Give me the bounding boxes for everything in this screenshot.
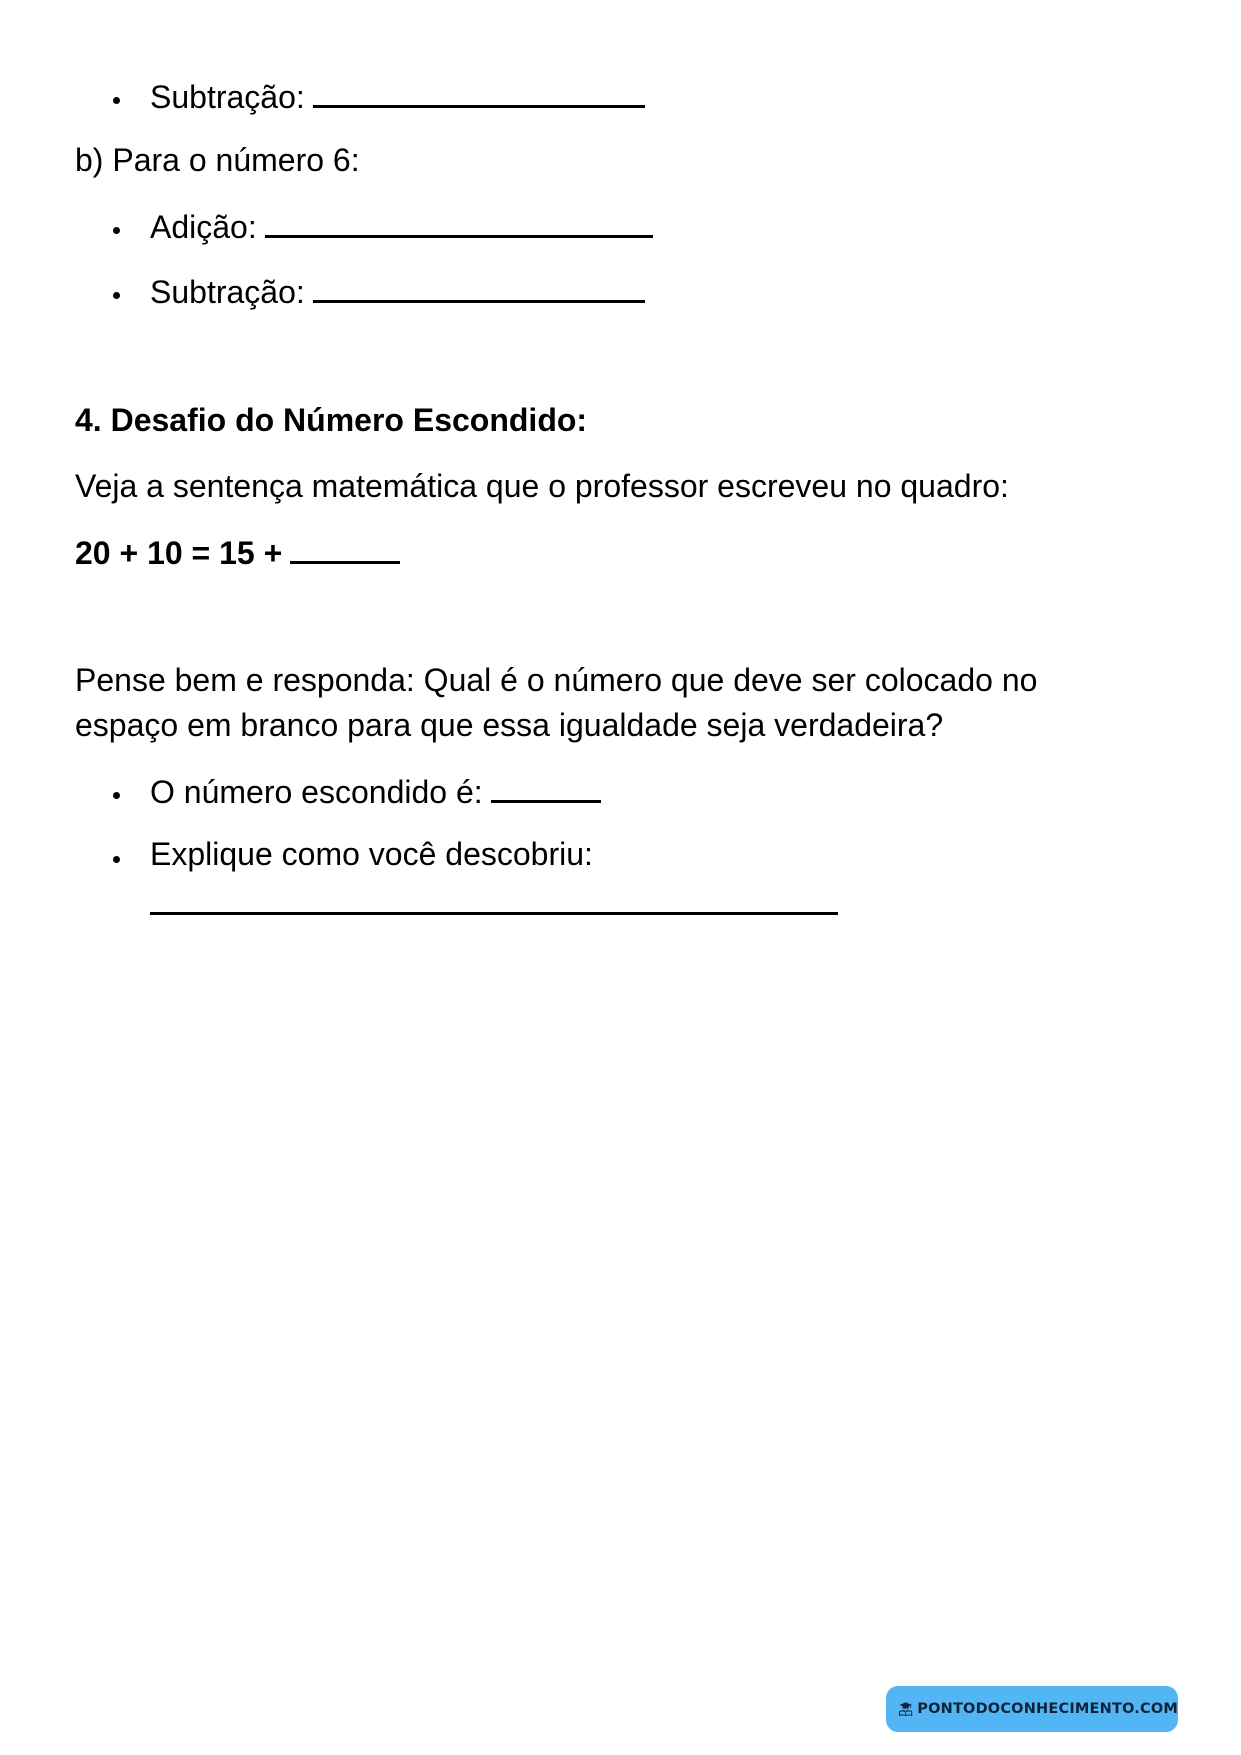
answer-blank[interactable] — [313, 270, 645, 303]
list-item-explique — [150, 834, 593, 874]
prompt-line-1: Pense bem e responda: Qual é o número que deve ser colocado no — [75, 662, 1038, 698]
answer-blank-long[interactable] — [150, 912, 838, 915]
list-item-adicao-b — [150, 205, 653, 247]
answer-blank[interactable] — [491, 770, 601, 803]
item-label: Subtração: — [150, 274, 305, 310]
graduation-book-icon — [898, 1694, 913, 1724]
item-label: Explique como você descobriu: — [150, 836, 593, 872]
question-4-intro: Veja a sentença matemática que o professor escreveu no quadro: — [75, 468, 1009, 504]
bullet-icon — [113, 856, 120, 863]
question-4-heading: 4. Desafio do Número Escondido: — [75, 402, 588, 438]
item-label: Adição: — [150, 209, 257, 245]
item-label: Subtração: — [150, 79, 305, 115]
list-item-subtracao-b — [150, 270, 645, 312]
prompt-line-2: espaço em branco para que essa igualdade seja verdadeira? — [75, 707, 944, 743]
bullet-icon — [113, 97, 120, 104]
equation-line — [75, 531, 400, 573]
bullet-icon — [113, 792, 120, 799]
section-b-title: b) Para o número 6: — [75, 142, 360, 178]
answer-blank[interactable] — [290, 531, 400, 564]
bullet-icon — [113, 292, 120, 299]
logo-text: PONTODOCONHECIMENTO.COM — [917, 1701, 1178, 1717]
equation: 20 + 10 = 15 + — [75, 535, 283, 571]
answer-blank[interactable] — [265, 205, 653, 238]
bullet-icon — [113, 227, 120, 234]
list-item-subtracao-a — [150, 75, 645, 117]
site-logo — [886, 1686, 1178, 1732]
item-label: O número escondido é: — [150, 774, 483, 810]
answer-blank[interactable] — [313, 75, 645, 108]
list-item-numero-escondido — [150, 770, 601, 812]
